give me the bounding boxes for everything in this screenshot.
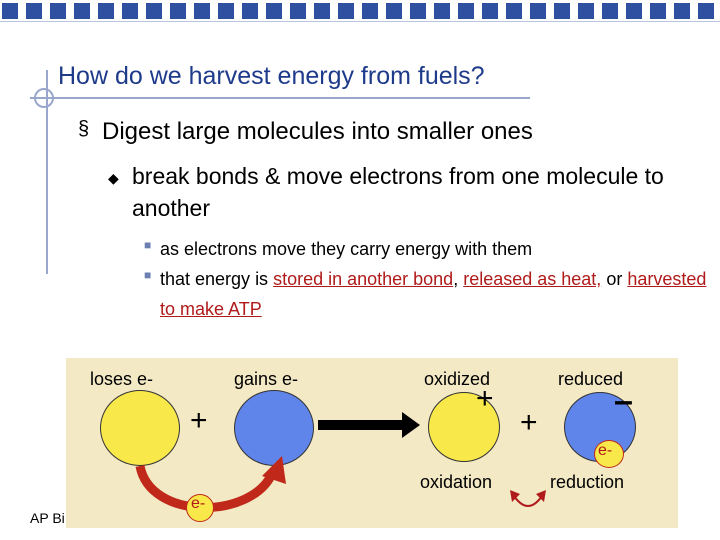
bullet-marker: § (78, 118, 90, 140)
positive-charge: + (476, 382, 494, 415)
square-bullet-icon: ■ (144, 238, 152, 252)
reaction-arrow-head (402, 412, 420, 438)
reduced-label: reduced (558, 369, 624, 389)
plus-sign: + (190, 404, 208, 437)
slide-title: How do we harvest energy from fuels? (58, 62, 485, 90)
oxidation-label: oxidation (420, 472, 493, 492)
electron-label: e- (598, 442, 613, 459)
reaction-arrow-shaft (318, 420, 404, 430)
bullet-energy-fate: that energy is stored in another bond, released as heat, or harvested to make ATP (160, 269, 707, 319)
square-bullet-icon: ■ (144, 268, 152, 282)
harvested-atp-text: harvested to make ATP (160, 269, 707, 319)
oxidized-label: oxidized (424, 369, 491, 389)
plus-sign: + (520, 406, 538, 439)
bullet-electrons-energy: as electrons move they carry energy with them (160, 239, 533, 259)
gains-electron-label: gains e- (234, 369, 299, 389)
negative-charge: – (614, 382, 633, 420)
bullet-break-bonds: break bonds & move electrons from one molecule to another (132, 163, 664, 221)
stored-bond-text: stored in another bond (273, 269, 454, 289)
electron-label: e- (191, 495, 206, 512)
bullet-digest: Digest large molecules into smaller ones (102, 118, 533, 145)
released-heat-text: released as heat, (463, 269, 602, 289)
loses-electron-label: loses e- (90, 369, 154, 389)
footer-text: AP Bi (30, 510, 65, 526)
oxidation-reduction-link-arrow (514, 496, 542, 506)
reduction-label: reduction (550, 472, 625, 492)
diamond-bullet-icon: ◆ (108, 170, 119, 186)
